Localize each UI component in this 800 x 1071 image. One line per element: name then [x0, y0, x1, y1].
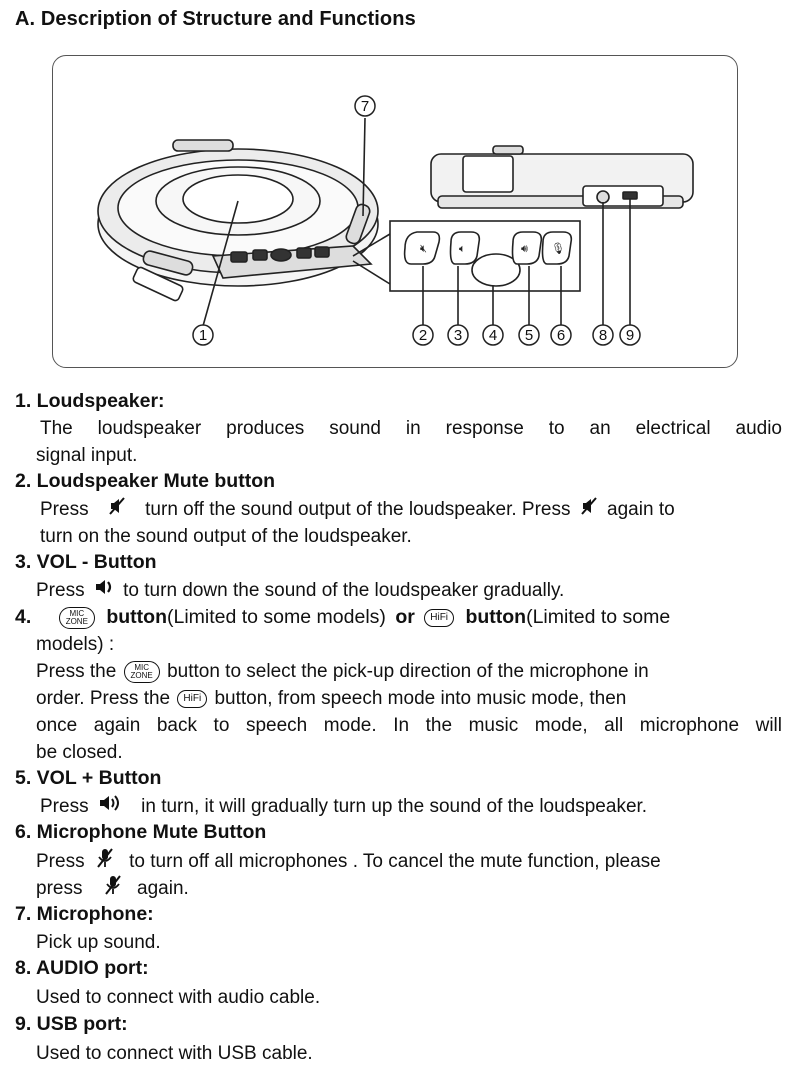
item-4-text-2: button, from speech mode into music mode, then	[214, 688, 627, 709]
item-2-post: again to	[607, 499, 675, 521]
item-6-heading: 6. Microphone Mute Button	[15, 821, 267, 843]
callout-label-7: 7	[360, 98, 370, 115]
item-4-models: models) :	[36, 634, 115, 655]
callout-label-8: 8	[598, 327, 608, 344]
item-4-line-1	[36, 658, 786, 685]
item-1-line-1: The loudspeaker produces sound in response to an electrical audio	[40, 418, 782, 439]
item-6-text-2: again.	[137, 878, 189, 900]
volume-up-icon	[98, 793, 122, 821]
item-8-heading: 8. AUDIO port:	[15, 957, 149, 979]
device-diagram	[52, 55, 738, 368]
svg-text:🎙︎: 🎙︎	[551, 242, 565, 255]
item-4-heading-line-2	[36, 631, 114, 658]
item-4-number: 4.	[15, 606, 32, 628]
callout-label-6: 6	[556, 327, 566, 344]
item-5-line-1	[40, 793, 647, 821]
item-5-heading: 5. VOL + Button	[15, 767, 162, 789]
item-6-line-2	[36, 874, 189, 904]
item-8-line-1: Used to connect with audio cable.	[36, 987, 321, 1008]
item-4-button-a: button	[106, 606, 167, 628]
item-5-text: in turn, it will gradually turn up the sound of the loudspeaker.	[141, 796, 648, 818]
item-3-heading: 3. VOL - Button	[15, 551, 157, 573]
device-illustration	[53, 56, 739, 369]
item-4-press-the-2: order. Press the	[36, 688, 171, 709]
speaker-mute-icon	[108, 496, 126, 524]
item-4-button-b: button	[465, 606, 527, 628]
item-2-line-2: turn on the sound output of the loudspeaker.	[40, 526, 412, 547]
item-1-line-2: signal input.	[36, 445, 138, 466]
item-1-heading: 1. Loudspeaker:	[15, 390, 165, 412]
callout-label-1: 1	[198, 327, 208, 344]
item-4-limited-a: (Limited to some models)	[166, 606, 386, 628]
item-3-line-1	[36, 577, 564, 605]
item-6-press: Press	[36, 851, 85, 873]
svg-text:🔊︎: 🔊︎	[521, 242, 528, 255]
callout-label-4: 4	[488, 327, 498, 344]
item-2-line-1	[40, 496, 785, 524]
svg-text:🔈︎: 🔈︎	[459, 242, 466, 255]
page-title: A. Description of Structure and Functions	[15, 8, 416, 30]
mic-zone-text-1: MIC	[134, 662, 149, 672]
svg-text:🔇︎: 🔇︎	[420, 242, 427, 255]
hifi-icon: HiFi	[177, 690, 207, 708]
item-5-press: Press	[40, 796, 89, 818]
mic-zone-text-2: ZONE	[65, 616, 88, 626]
item-3-text: to turn down the sound of the loudspeaker gradually.	[123, 580, 565, 602]
item-3-press: Press	[36, 580, 85, 602]
item-6-text-1: to turn off all microphones . To cancel the mute function, please	[129, 851, 661, 873]
mic-zone-icon	[124, 661, 160, 683]
item-6-line-1	[36, 847, 786, 877]
item-2-mid: turn off the sound output of the loudspeaker. Press	[145, 499, 571, 521]
callout-label-2: 2	[418, 327, 428, 344]
item-4-limited-b: (Limited to some	[526, 606, 671, 628]
item-4-press-the: Press the	[36, 661, 117, 682]
item-4-heading	[15, 604, 785, 631]
item-4-text-1: button to select the pick-up direction of the microphone in	[167, 661, 649, 682]
hifi-icon: HiFi	[424, 609, 454, 627]
item-4-line-4: be closed.	[36, 742, 123, 763]
mic-mute-icon	[96, 847, 114, 877]
mic-zone-text-2: ZONE	[130, 670, 153, 680]
mic-mute-icon	[104, 874, 122, 904]
volume-down-icon	[94, 577, 116, 605]
callout-label-3: 3	[453, 327, 463, 344]
item-9-line-1: Used to connect with USB cable.	[36, 1043, 313, 1064]
item-2-heading: 2. Loudspeaker Mute button	[15, 470, 276, 492]
callout-label-5: 5	[524, 327, 534, 344]
item-4-or: or	[395, 606, 415, 628]
callout-label-9: 9	[625, 327, 635, 344]
loudspeaker-grille	[183, 175, 293, 223]
item-6-press-2: press	[36, 878, 83, 900]
mic-zone-icon	[59, 607, 95, 629]
mic-zone-text-1: MIC	[69, 608, 85, 618]
item-4-line-3: once again back to speech mode. In the music mode, all microphone will	[36, 715, 782, 736]
speaker-mute-icon	[580, 496, 598, 524]
item-4-line-2	[36, 685, 786, 712]
item-2-press: Press	[40, 499, 89, 521]
item-9-heading: 9. USB port:	[15, 1013, 128, 1035]
item-7-line-1: Pick up sound.	[36, 932, 161, 953]
item-7-heading: 7. Microphone:	[15, 903, 154, 925]
